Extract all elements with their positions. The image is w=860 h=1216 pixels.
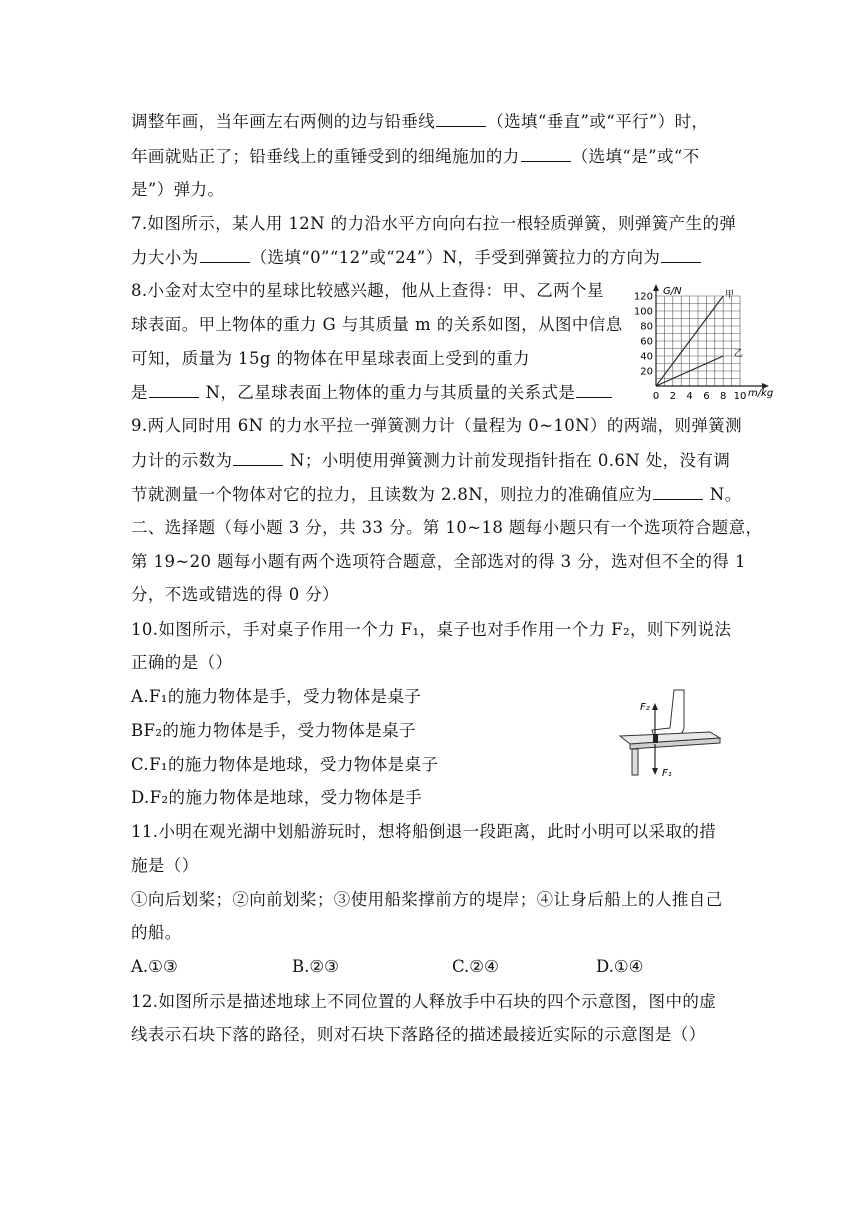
text-segment: 力计的示数为 [131, 451, 233, 470]
answer-blank[interactable] [576, 382, 612, 398]
question-7-line: 7.如图所示，某人用 12N 的力沿水平方向向右拉一根轻质弹簧，则弹簧产生的弹 [131, 214, 737, 233]
contact-point [653, 734, 658, 743]
text-line: 是”）弹力。 [131, 180, 225, 199]
text-segment: （选填“0”“12”或“24”）N，手受到弹簧拉力的方向为 [250, 248, 661, 267]
gravity-mass-graph [633, 283, 784, 405]
text-line [131, 146, 700, 167]
answer-blank[interactable] [653, 484, 703, 500]
question-11-line: 11.小明在观光湖中划船游玩时，想将船倒退一段距离，此时小明可以采取的措 [131, 822, 717, 841]
answer-blank[interactable] [233, 450, 283, 466]
question-11-line: ①向后划桨；②向前划桨；③使用船桨撑前方的堤岸；④让身后船上的人推自己 [131, 890, 723, 909]
force-f1-arrowhead [652, 768, 658, 775]
text-segment: 力大小为 [131, 248, 199, 267]
x-tick-label: 10 [733, 391, 747, 402]
option-c[interactable]: C.②④ [452, 957, 499, 976]
question-7-line [131, 247, 702, 268]
option-c[interactable]: C.F₁的施力物体是地球，受力物体是桌子 [131, 755, 439, 774]
x-tick-label: 2 [669, 391, 676, 402]
answer-blank[interactable] [149, 382, 199, 398]
x-tick-label: 8 [720, 391, 727, 402]
text-line [131, 111, 708, 132]
f2-label: F₂ [640, 702, 650, 713]
question-9-line [131, 484, 742, 505]
answer-blank[interactable] [200, 247, 250, 263]
question-8-line: 可知，质量为 15g 的物体在甲星球表面上受到的重力 [131, 349, 530, 368]
table-leg [632, 749, 638, 775]
section-heading: 分，不选或错选的得 0 分） [131, 585, 340, 604]
answer-blank[interactable] [436, 111, 486, 127]
option-d[interactable]: D.①④ [596, 957, 644, 976]
text-segment: N。 [704, 485, 742, 504]
option-a[interactable]: A.F₁的施力物体是手，受力物体是桌子 [131, 687, 422, 706]
question-12-line: 线表示石块下落的路径，则对石块下落路径的描述最接近实际的示意图是（） [131, 1025, 706, 1044]
y-tick-label: 20 [640, 366, 653, 378]
text-segment: 节就测量一个物体对它的拉力，且读数为 2.8N，则拉力的准确值应为 [131, 485, 653, 504]
series-label-jia: 甲 [725, 290, 735, 300]
y-tick-label: 80 [640, 321, 653, 333]
option-b[interactable]: BF₂的施力物体是手，受力物体是桌子 [131, 721, 416, 740]
question-9-line [131, 450, 730, 471]
question-8-line: 球表面。甲上物体的重力 G 与其质量 m 的关系如图，从图中信息 [131, 315, 623, 334]
question-10-line: 正确的是（） [131, 653, 233, 672]
question-9-line: 9.两人同时用 6N 的力水平拉一弹簧测力计（量程为 0~10N）的两端，则弹簧测 [131, 416, 743, 435]
option-d[interactable]: D.F₂的施力物体是地球，受力物体是手 [131, 788, 423, 807]
x-tick-label: 4 [686, 391, 693, 402]
text-segment: N，乙星球表面上物体的重力与其质量的关系式是 [199, 383, 576, 402]
hand-table-figure [610, 688, 730, 788]
text-segment: （选填“是”或“不 [571, 147, 700, 166]
y-tick-label: 120 [633, 291, 653, 303]
question-11-line: 施是（） [131, 856, 199, 875]
answer-blank[interactable] [521, 146, 571, 162]
y-tick-label: 40 [640, 351, 653, 363]
f1-label: F₁ [662, 768, 672, 779]
x-tick-label: 6 [703, 391, 710, 402]
text-segment: 是 [131, 383, 148, 402]
section-heading: 第 19~20 题每小题有两个选项符合题意，全部选对的得 3 分，选对但不全的得 1 [131, 552, 746, 571]
graph-grid [656, 296, 740, 386]
question-11-line: 的船。 [131, 923, 182, 942]
hand-icon [652, 690, 684, 736]
option-b[interactable]: B.②③ [292, 957, 339, 976]
question-12-line: 12.如图所示是描述地球上不同位置的人释放手中石块的四个示意图，图中的虚 [131, 992, 717, 1011]
y-tick-label: 100 [633, 306, 653, 318]
text-segment: （选填“垂直”或“平行”）时， [487, 112, 709, 131]
series-label-yi: 乙 [734, 349, 744, 359]
text-segment: 年画就贴正了；铅垂线上的重锤受到的细绳施加的力 [131, 147, 520, 166]
y-axis-label: G/N [663, 286, 682, 297]
answer-blank[interactable] [661, 247, 701, 263]
x-axis-label: m/kg [748, 388, 774, 399]
y-tick-label: 60 [640, 336, 653, 348]
y-axis-arrow [653, 284, 659, 291]
option-a[interactable]: A.①③ [131, 957, 178, 976]
section-heading: 二、选择题（每小题 3 分，共 33 分。第 10~18 题每小题只有一个选项符合题意， [131, 518, 763, 537]
text-segment: 调整年画，当年画左右两侧的边与铅垂线 [131, 112, 436, 131]
x-tick-label: 0 [652, 391, 660, 402]
text-segment: N；小明使用弹簧测力计前发现指针指在 0.6N 处，没有调 [284, 451, 731, 470]
force-f2-arrowhead [652, 703, 658, 710]
question-10-line: 10.如图所示，手对桌子作用一个力 F₁，桌子也对手作用一个力 F₂，则下列说法 [131, 620, 732, 639]
question-8-line [131, 382, 613, 403]
question-8-line: 8.小金对太空中的星球比较感兴趣，他从上查得：甲、乙两个星 [131, 281, 604, 300]
